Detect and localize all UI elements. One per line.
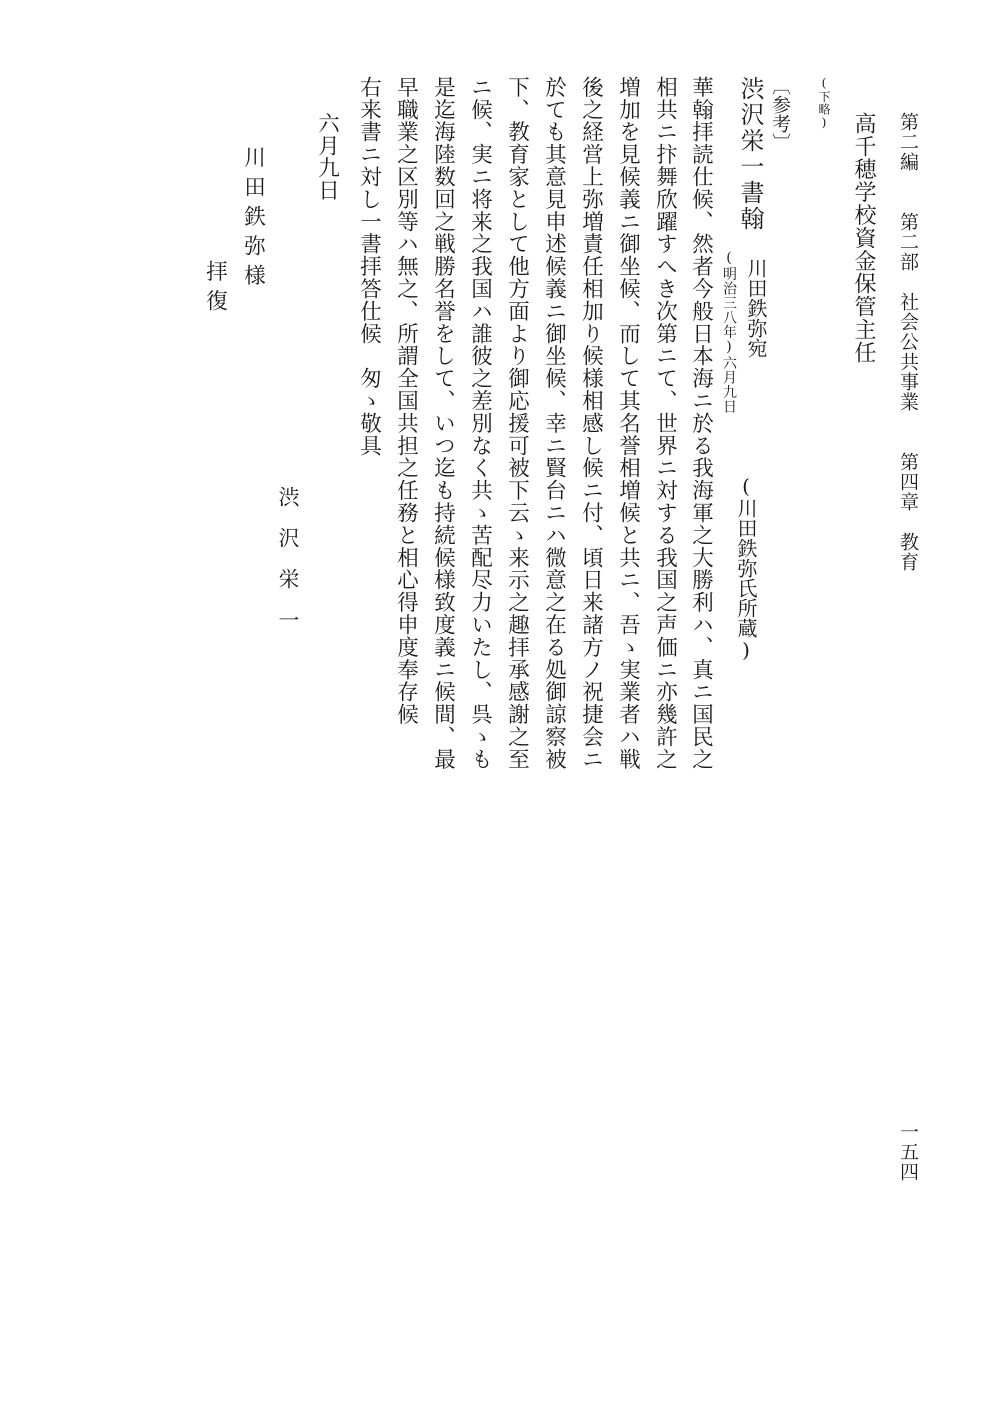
page-number: 一五四 [897,1122,919,1182]
reference-date: (明治三八年)六月九日 [721,250,737,414]
header-category: 社会公共事業 [897,292,919,412]
letter-sender: 渋沢栄一 [276,486,300,650]
letter-line: 右来書ニ対し一書拝答仕候 匆ゝ敬具 [356,76,382,457]
header-chapter: 第四章 [897,452,919,512]
omission-mark: (下略) [817,76,831,130]
letter-line: 早職業之区別等ハ無之、所謂全国共担之任務と相心得申度奉存候 [393,76,419,726]
letter-recipient: 川田鉄弥様 [240,146,266,294]
letter-line: 於ても其意見申述候義ニ御坐候、幸ニ賢台ニハ微意之在る処御諒察被 [541,76,567,771]
reference-label: 〔参考〕 [769,76,791,152]
header-topic: 教育 [897,532,919,572]
letter-line: 下、教育家として他方面より御応援可被下云ゝ来示之趣拝承感謝之至 [504,76,530,771]
letter-line: 華翰拝読仕候、然者今般日本海ニ於る我海軍之大勝利ハ、真ニ国民之 [688,76,714,771]
reply-note: 拝復 [202,260,228,319]
entry-title: 高千穂学校資金保管主任 [851,112,876,364]
reference-source: (川田鉄弥氏所蔵) [734,474,758,662]
reference-addressee: 川田鉄弥宛 [744,258,768,358]
letter-date: 六月九日 [314,112,340,202]
header-part: 第二編 [897,112,919,172]
header-section: 第二部 [897,212,919,272]
reference-heading: 渋沢栄一書翰 [736,76,764,232]
letter-line: 是迄海陸数回之戦勝名誉をして、いつ迄も持続候様致度義ニ候間、最 [430,76,456,771]
running-header [898,112,917,572]
letter-line: 増加を見候義ニ御坐候、而して其名誉相増候と共ニ、吾ゝ実業者ハ戦 [615,76,641,771]
letter-line: 相共ニ抃舞欣躍すへき次第ニて、世界ニ対する我国之声価ニ亦幾許之 [652,76,678,771]
letter-line: ニ候、実ニ将来之我国ハ誰彼之差別なく共ゝ苦配尽力いたし、呉ゝも [467,76,493,771]
letter-line: 後之経営上弥増責任相加り候様相感し候ニ付、頃日来諸方ノ祝捷会ニ [578,76,604,771]
